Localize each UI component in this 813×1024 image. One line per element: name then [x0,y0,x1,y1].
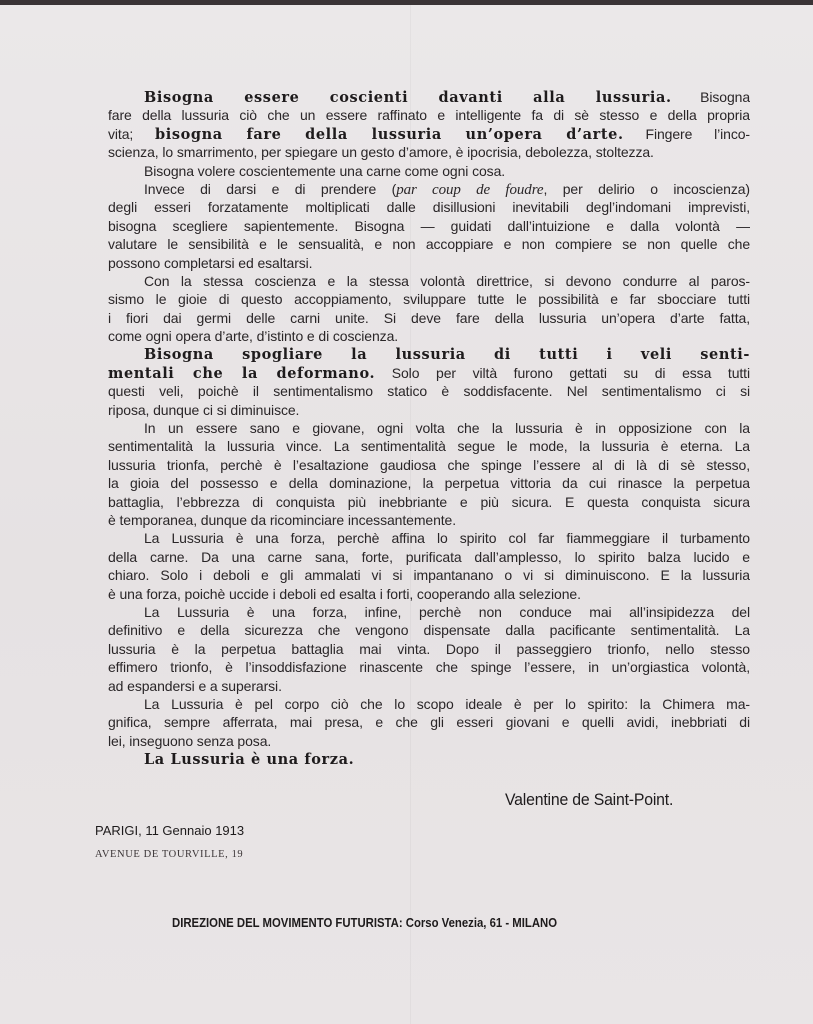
body-text: questi veli, poichè il sentimentalismo statico è soddisfacente. Nel sentimentalismo ci si [108,383,750,400]
paragraph [108,272,750,346]
body-text: valutare le sensibilità e le sensualità, e non accoppiare e non compiere se non quelle che [108,236,750,253]
text-line [108,272,750,290]
closing-statement [108,750,750,768]
body-text: battaglia, l’ebbrezza di conquista più inebbriante e più sicura. E questa conquista sicura [108,493,750,510]
text-line [108,143,750,161]
body-text: bisogna scegliere sapientemente. Bisogna — guidati dall’intuizione e dalla volontà — [108,217,750,234]
body-text: la gioia del possesso e della dominazione, la perpetua vittoria da cui rinasce la perpetua [108,475,750,492]
paragraph [108,529,750,603]
text-line [108,254,750,272]
text-line [108,162,750,180]
text-line [108,511,750,529]
body-text: i fiori dai germi delle carni unite. Si deve fare della lussuria un’opera d’arte fatta, [108,309,750,326]
paragraph [108,88,750,162]
paragraph [108,695,750,750]
text-line [108,750,750,768]
body-text: Solo per viltà furono gettati su di essa tutti [375,364,750,381]
text-line [108,125,750,143]
body-text: effimero trionfo, è l’insoddisfazione rinascente che spinge l’essere, in un’orgiastica volontà, [108,659,750,676]
body-text: La Lussuria è pel corpo ciò che lo scopo ideale è per lo spirito: la Chimera ma- [144,695,750,712]
text-line [108,585,750,603]
body-text: è una forza, poichè uccide i deboli ed esalta i forti, cooperando alla selezione. [108,585,581,602]
text-line [108,713,750,731]
text-line [108,419,750,437]
body-text: Bisogna [671,89,750,105]
paragraph [108,603,750,695]
text-line [108,88,750,106]
body-text: lussuria è la perpetua battaglia mai vinta. Dopo il passeggiero trionfo, nello stesso [108,640,750,657]
body-text: sentimentalità la lussuria vince. La sentimentalità segue le mode, la lussuria è eterna. La [108,438,750,455]
body-text: chiaro. Solo i deboli e gli ammalati vi si impantanano o vi si diminuiscono. E la lussuria [108,567,750,584]
text-line [108,327,750,345]
bold-text: Bisogna essere coscienti davanti alla lussuria. [144,89,672,106]
body-text: fare della lussuria ciò che un essere raffinato e intelligente fa di sè stesso e della propria [108,107,750,124]
body-text: lussuria trionfa, perchè è l’esaltazione gaudiosa che spinge l’essere al di là di sè stesso, [108,456,750,473]
place-date: PARIGI, 11 Gennaio 1913 [95,823,245,838]
publisher-address: Corso Venezia, 61 - MILANO [402,915,558,930]
body-text: La Lussuria è una forza, perchè affina lo spirito col far fiammeggiare il turbamento [144,530,750,547]
text-line [108,217,750,235]
body-text: In un essere sano e giovane, ogni volta che la lussuria è in opposizione con la [144,420,750,437]
text-line [108,474,750,492]
body-text: Invece di darsi e di prendere ( [144,180,397,197]
body-text: possono completarsi ed esaltarsi. [108,254,313,271]
body-text: Bisogna volere coscientemente una carne come ogni cosa. [144,162,506,179]
text-line [108,677,750,695]
text-line [108,382,750,400]
bold-text: mentali che la deformano. [108,364,376,382]
body-text: sismo le gioie di questo accoppiamento, sviluppare tutte le possibilità e far sbocciare tutti [108,291,750,308]
body-text: , per delirio o incoscienza) [543,180,750,197]
paragraph [108,345,750,419]
body-text: lei, inseguono senza posa. [108,732,272,749]
text-line [108,106,750,124]
publisher-line [172,915,557,930]
author-signature: Valentine de Saint-Point. [505,790,674,809]
bold-text: Bisogna spogliare la lussuria di tutti i veli senti- [144,346,750,364]
text-line [108,732,750,750]
text-line [108,529,750,547]
publisher-label: DIREZIONE DEL MOVIMENTO FUTURISTA: [172,915,403,930]
body-text: Con la stessa coscienza e la stessa volontà direttrice, si devono condurre al paros- [144,272,750,289]
text-line [108,640,750,658]
body-text: Fingere l’inco- [623,125,750,142]
text-line [108,345,750,363]
paragraph [108,162,750,180]
text-line [108,566,750,584]
body-text: ad espandersi e a superarsi. [108,677,282,694]
paragraph [108,419,750,529]
italic-text: par coup de foudre [396,181,544,198]
body-text: vita; [108,125,156,142]
body-text: come ogni opera d’arte, d’istinto e di coscienza. [108,328,399,345]
text-line [108,198,750,216]
paragraph [108,180,750,272]
text-line [108,548,750,566]
manifesto-body [108,88,750,768]
text-line [108,290,750,308]
text-line [108,603,750,621]
text-line [108,695,750,713]
body-text: scienza, lo smarrimento, per spiegare un gesto d’amore, è ipocrisia, debolezza, stoltezza. [108,144,654,161]
bold-text: bisogna fare della lussuria un’opera d’arte. [155,125,624,143]
text-line [108,401,750,419]
body-text: definitivo e della sicurezza che vengono dispensate dalla pacificante sentimentalità. La [108,622,750,639]
text-line [108,493,750,511]
text-line [108,364,750,382]
text-line [108,309,750,327]
text-line [108,658,750,676]
text-line [108,621,750,639]
text-line [108,180,750,198]
body-text: degli esseri forzatamente moltiplicati dalle disillusioni inevitabili degl’indomani imprevisti, [108,199,750,216]
body-text: riposa, dunque ci si diminuisce. [108,401,300,418]
bold-text: La Lussuria è una forza. [144,751,355,769]
body-text: gnifica, sempre afferrata, mai presa, e che gli esseri giovani e quelli avidi, inebbriati di [108,714,750,731]
body-text: La Lussuria è una forza, infine, perchè non conduce mai all’insipidezza del [144,603,750,620]
text-line [108,456,750,474]
body-text: della carne. Da una carne sana, forte, purificata dall’amplesso, lo spirito balza lucido e [108,548,750,565]
author-address: AVENUE DE TOURVILLE, 19 [95,849,244,860]
body-text: è temporanea, dunque da ricominciare incessantemente. [108,511,457,528]
text-line [108,437,750,455]
text-line [108,235,750,253]
